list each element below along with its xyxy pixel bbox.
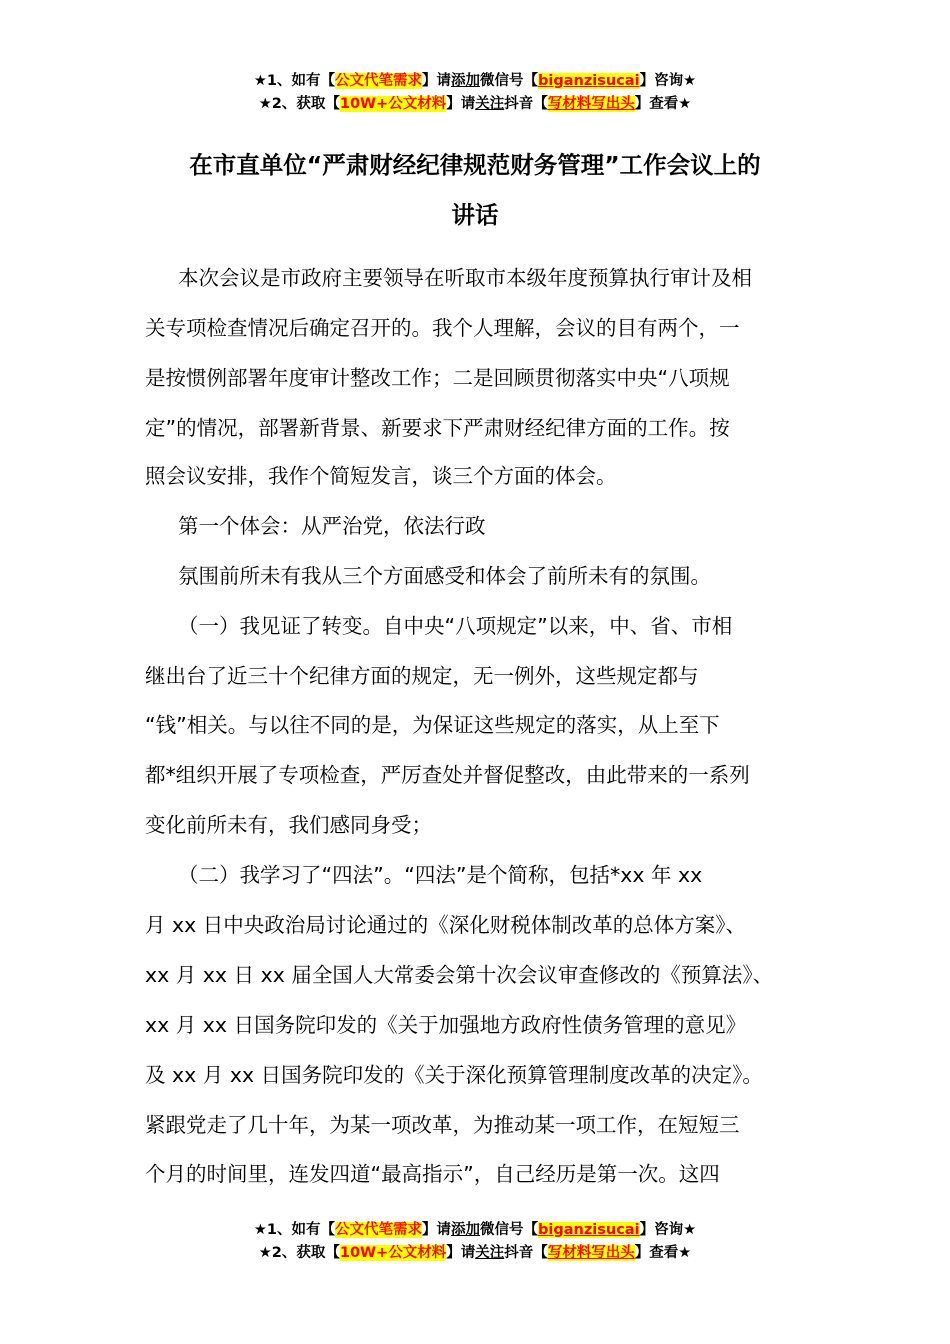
wechat-id-link[interactable]: biganzisucai (538, 1222, 640, 1238)
body-line: xx 月 xx 日 xx 届全国人大常委会第十次会议审查修改的《预算法》、 (145, 963, 774, 987)
body-line: 继出台了近三十个纪律方面的规定，无一例外，这些规定都与 (145, 664, 699, 688)
body-line: 是按惯例部署年度审计整改工作；二是回顾贯彻落实中央“八项规 (145, 366, 730, 390)
banner-text: ★2、获取【 (258, 96, 340, 112)
body-line: xx 月 xx 日国务院印发的《关于加强地方政府性债务管理的意见》 (145, 1013, 747, 1037)
douyin-account-link[interactable]: 写材料写出头 (547, 1245, 635, 1261)
banner-text: 微信号【 (480, 73, 539, 89)
body-line: 月 xx 日中央政治局讨论通过的《深化财税体制改革的总体方案》、 (145, 913, 747, 937)
body-line: 氛围前所未有我从三个方面感受和体会了前所未有的氛围。 (178, 564, 711, 588)
douyin-account-link[interactable]: 写材料写出头 (547, 96, 635, 112)
body-line: 紧跟党走了几十年，为某一项改革，为推动某一项工作，在短短三 (145, 1113, 740, 1137)
banner-text: 抖音【 (504, 96, 548, 112)
body-line: （一）我见证了转变。自中央“八项规定”以来，中、省、市相 (178, 614, 733, 638)
body-line: 及 xx 月 xx 日国务院印发的《关于深化预算管理制度改革的决定》。 (145, 1063, 763, 1087)
underlined-follow: 关注 (475, 96, 505, 112)
highlight-materials: 10W+公文材料 (339, 1245, 447, 1261)
banner-text: 】请 (422, 73, 452, 89)
banner-text: ★1、如有【 (253, 73, 336, 89)
banner-text: 】查看★ (634, 1245, 692, 1261)
body-line: 都*组织开展了专项检查，严厉查处并督促整改，由此带来的一系列 (145, 763, 750, 787)
body-line: 个月的时间里，连发四道“最高指示”，自己经历是第一次。这四 (145, 1162, 720, 1186)
banner-text: 】请 (446, 1245, 476, 1261)
top-banner (0, 70, 950, 116)
banner-text: 】查看★ (634, 96, 692, 112)
highlight-ghostwriting: 公文代笔需求 (335, 73, 423, 89)
bottom-banner (0, 1219, 950, 1265)
body-line: 关专项检查情况后确定召开的。我个人理解，会议的目有两个，一 (145, 316, 740, 340)
banner-text: ★2、获取【 (258, 1245, 340, 1261)
banner-text: 】咨询★ (639, 1222, 697, 1238)
body-line: 变化前所未有，我们感同身受； (145, 813, 432, 837)
body-line: “钱”相关。与以往不同的是，为保证这些规定的落实，从上至下 (145, 713, 720, 737)
underlined-follow: 关注 (475, 1245, 505, 1261)
section-heading: 第一个体会：从严治党，依法行政 (178, 514, 486, 538)
banner-line-1 (0, 70, 950, 93)
body-line: （二）我学习了“四法”。“四法”是个简称，包括*xx 年 xx (178, 863, 703, 887)
banner-line-2 (0, 1242, 950, 1265)
title-line-1: 在市直单位“严肃财经纪律规范财务管理”工作会议上的 (189, 151, 761, 179)
underlined-add: 添加 (451, 1222, 481, 1238)
body-line: 照会议安排，我作个简短发言，谈三个方面的体会。 (145, 464, 617, 488)
banner-text: 抖音【 (504, 1245, 548, 1261)
highlight-ghostwriting: 公文代笔需求 (335, 1222, 423, 1238)
underlined-add: 添加 (451, 73, 481, 89)
banner-text: 微信号【 (480, 1222, 539, 1238)
title-line-2: 讲话 (451, 201, 499, 229)
banner-line-1 (0, 1219, 950, 1242)
banner-line-2 (0, 93, 950, 116)
highlight-materials: 10W+公文材料 (339, 96, 447, 112)
body-line: 本次会议是市政府主要领导在听取市本级年度预算执行审计及相 (178, 266, 752, 290)
wechat-id-link[interactable]: biganzisucai (538, 73, 640, 89)
body-line: 定”的情况，部署新背景、新要求下严肃财经纪律方面的工作。按 (145, 416, 730, 440)
banner-text: ★1、如有【 (253, 1222, 336, 1238)
banner-text: 】请 (422, 1222, 452, 1238)
banner-text: 】咨询★ (639, 73, 697, 89)
banner-text: 】请 (446, 96, 476, 112)
